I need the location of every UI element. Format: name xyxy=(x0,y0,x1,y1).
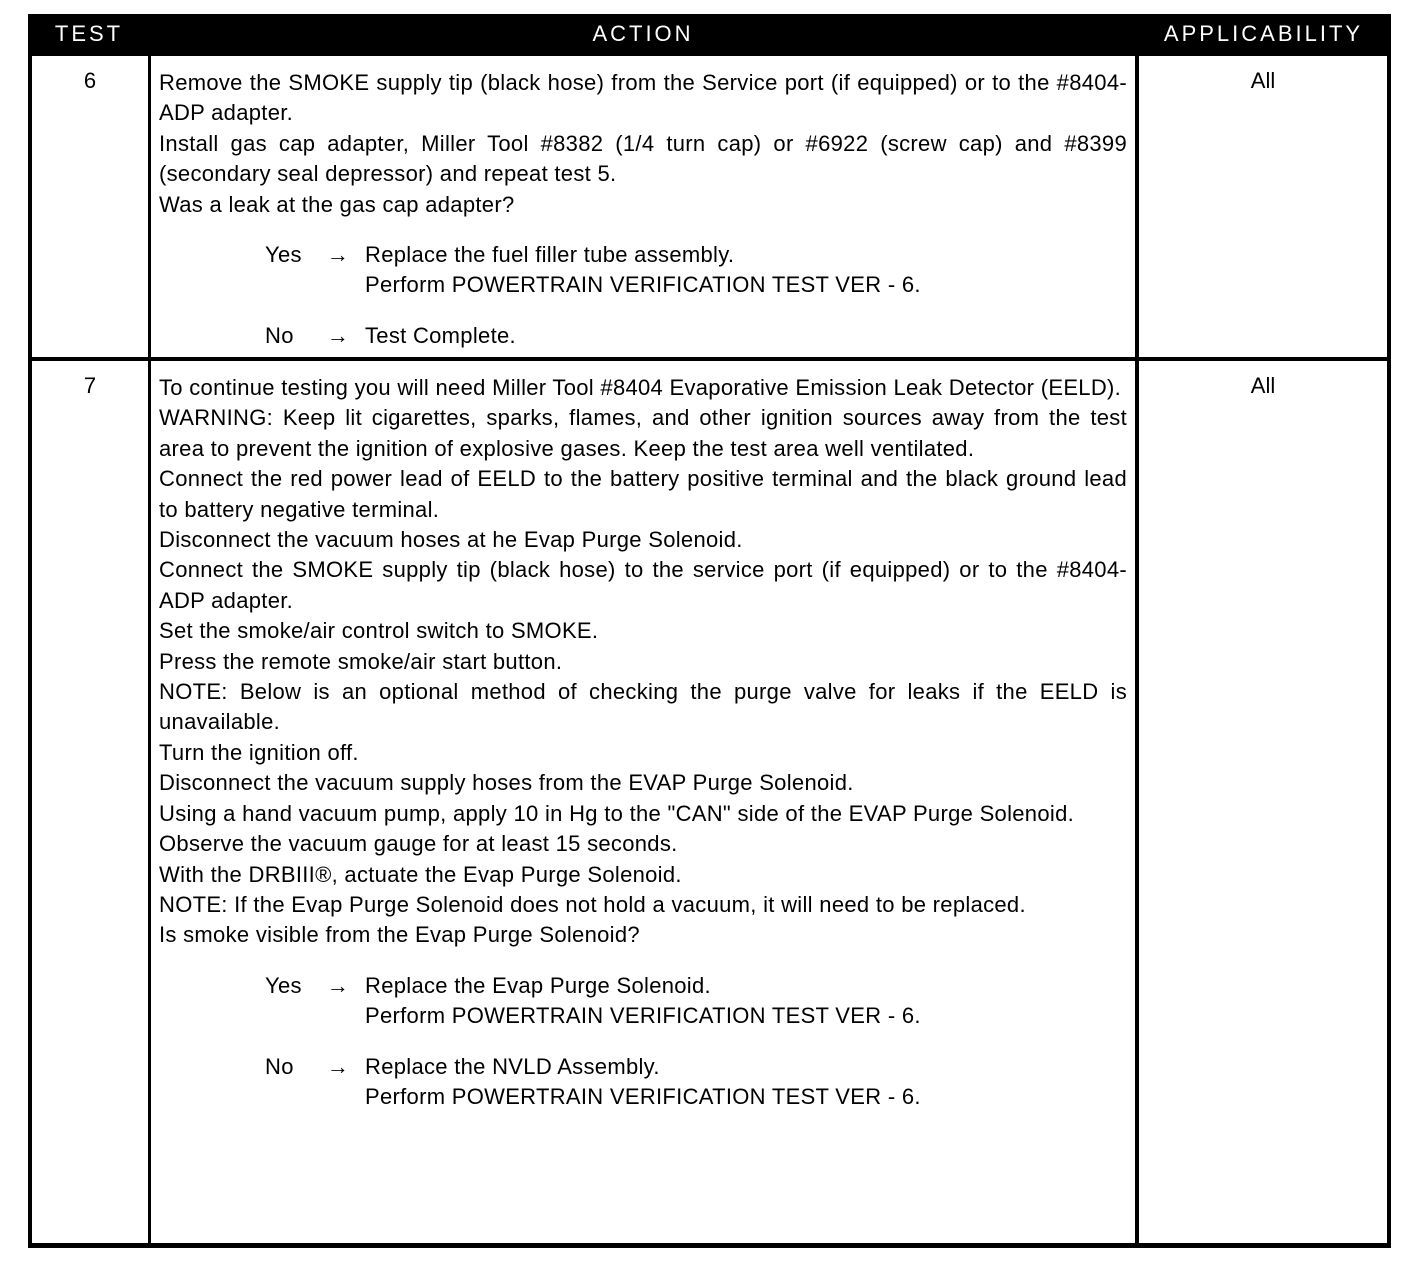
row-6-applicability: All xyxy=(1139,56,1387,357)
action-paragraph: Press the remote smoke/air start button. xyxy=(159,648,563,674)
action-paragraph: Disconnect the vacuum supply hoses from the EVAP Purge Solenoid. xyxy=(159,770,854,796)
action-paragraph: Set the smoke/air control switch to SMOKE. xyxy=(159,618,599,644)
action-paragraph: NOTE: If the Evap Purge Solenoid does not hold a vacuum, it will need to be replaced. xyxy=(159,891,1026,917)
branch-line: Replace the NVLD Assembly. xyxy=(365,1053,660,1079)
row-6-action xyxy=(151,56,1135,357)
branch-no xyxy=(159,321,1127,351)
row-6-test-number: 6 xyxy=(32,56,148,357)
row-7-action xyxy=(151,361,1135,1243)
branch-label: Yes xyxy=(265,242,302,268)
action-paragraph: Was a leak at the gas cap adapter? xyxy=(159,191,515,217)
action-paragraph: NOTE: Below is an optional method of checking the purge valve for leaks if the EELD is unavailable. xyxy=(159,679,1127,735)
branch-label: No xyxy=(265,1053,294,1079)
action-paragraph: To continue testing you will need Miller Tool #8404 Evaporative Emission Leak Detector (EELD). xyxy=(159,375,1122,400)
branch-yes xyxy=(159,971,1127,1032)
action-paragraph: Install gas cap adapter, Miller Tool #8382 (1/4 turn cap) or #6922 (screw cap) and #8399 (secondary seal depressor) and repeat test 5. xyxy=(159,130,1127,187)
action-paragraph: Remove the SMOKE supply tip (black hose) from the Service port (if equipped) or to the #8404-ADP adapter. xyxy=(159,70,1127,126)
arrow-right-icon: → xyxy=(326,322,350,348)
action-paragraph: With the DRBIII®, actuate the Evap Purge Solenoid. xyxy=(159,861,682,887)
action-paragraph: Connect the red power lead of EELD to the battery positive terminal and the black ground lead to battery negative terminal. xyxy=(159,466,1127,522)
branch-line: Replace the Evap Purge Solenoid. xyxy=(365,972,711,998)
branch-line: Perform POWERTRAIN VERIFICATION TEST VER - 6. xyxy=(365,272,921,298)
arrow-right-icon: → xyxy=(326,1053,350,1079)
branch-line: Perform POWERTRAIN VERIFICATION TEST VER - 6. xyxy=(365,1003,921,1029)
header-test: TEST xyxy=(54,21,124,46)
branch-line: Replace the fuel filler tube assembly. xyxy=(365,242,735,268)
action-paragraph: Observe the vacuum gauge for at least 15 seconds. xyxy=(159,831,678,857)
header-applicability: APPLICABILITY xyxy=(1163,21,1364,46)
branch-line: Test Complete. xyxy=(365,322,516,348)
action-paragraph: WARNING: Keep lit cigarettes, sparks, flames, and other ignition sources away from the test area to prevent the ignition of explosive gases. Keep the test area well ventilated. xyxy=(159,405,1127,461)
action-paragraph: Connect the SMOKE supply tip (black hose) to the service port (if equipped) or to the #8404-ADP adapter. xyxy=(159,557,1127,613)
arrow-right-icon: → xyxy=(326,972,350,998)
branch-yes xyxy=(159,240,1127,301)
row-7-test-number: 7 xyxy=(32,361,148,1243)
branch-no xyxy=(159,1052,1127,1113)
arrow-right-icon: → xyxy=(326,242,350,268)
procedure-table xyxy=(28,14,1391,1248)
action-paragraph: Using a hand vacuum pump, apply 10 in Hg to the "CAN" side of the EVAP Purge Solenoid. xyxy=(159,800,1075,826)
branch-label: Yes xyxy=(265,972,302,998)
branch-line: Perform POWERTRAIN VERIFICATION TEST VER - 6. xyxy=(365,1083,921,1109)
header-action: ACTION xyxy=(592,21,694,46)
action-paragraph: Disconnect the vacuum hoses at he Evap Purge Solenoid. xyxy=(159,527,743,553)
branch-label: No xyxy=(265,322,294,348)
row-7-applicability: All xyxy=(1139,361,1387,1243)
action-paragraph: Turn the ignition off. xyxy=(159,739,359,765)
action-paragraph: Is smoke visible from the Evap Purge Solenoid? xyxy=(159,922,640,948)
